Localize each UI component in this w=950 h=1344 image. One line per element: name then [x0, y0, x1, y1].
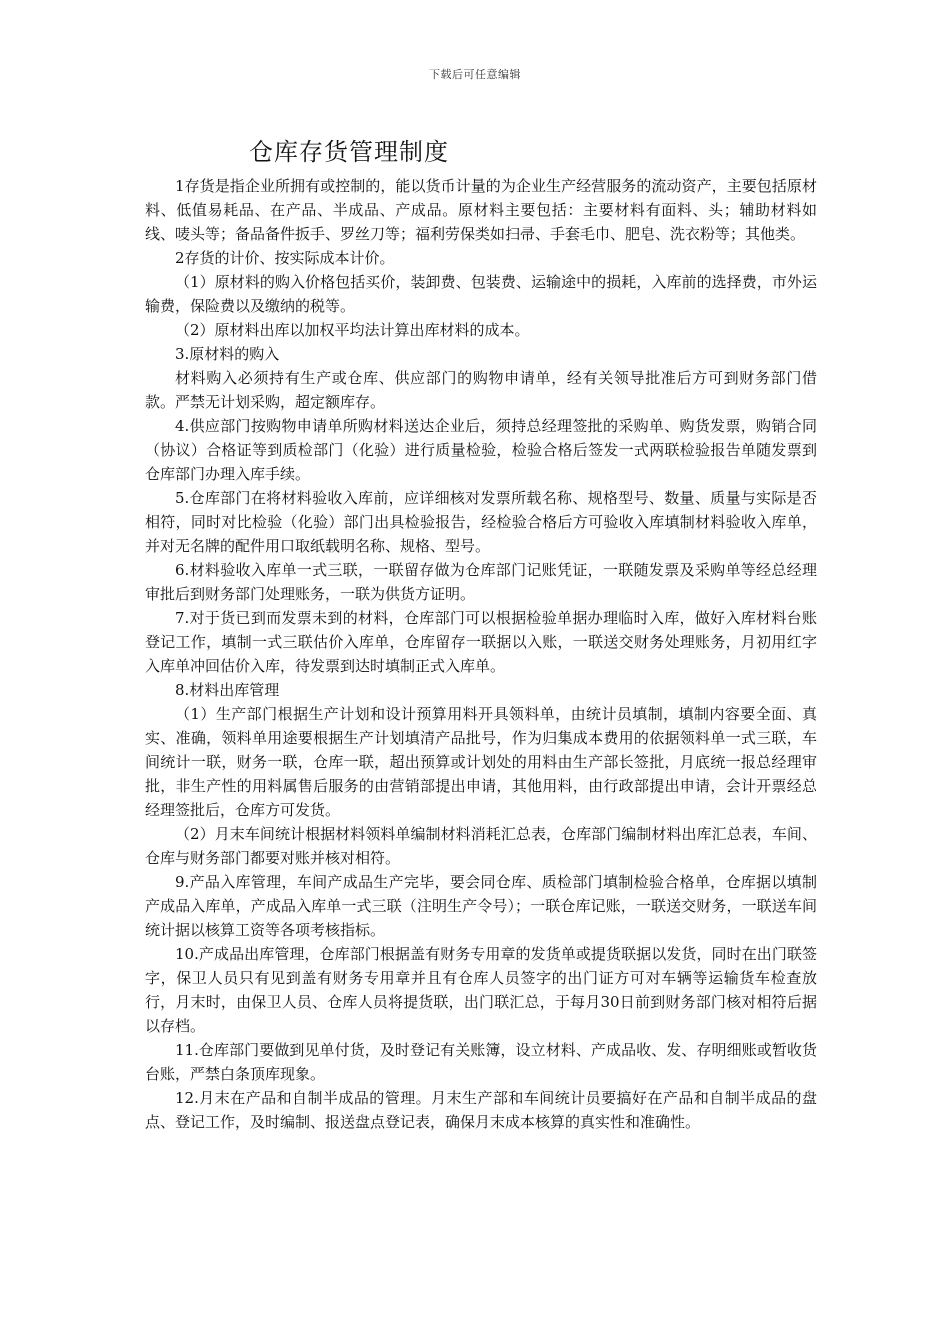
paragraph-1: 1存货是指企业所拥有或控制的，能以货币计量的为企业生产经营服务的流动资产，主要包括原材料、低值易耗品、在产品、半成品、产成品。原材料主要包括：主要材料有面料、头；辅助材料如线、唛头等；备品备件扳手、罗丝刀等；福利劳保类如扫帚、手套毛巾、肥皂、洗衣粉等；其他类。: [145, 177, 817, 243]
paragraph-6: 6.材料验收入库单一式三联，一联留存做为仓库部门记账凭证，一联随发票及采购单等经总经理审批后到财务部门处理账务，一联为供货方证明。: [145, 561, 817, 603]
paragraph-3-heading: 3.原材料的购入: [175, 345, 280, 363]
document-title: 仓库存货管理制度: [249, 138, 449, 166]
paragraph-11: 11.仓库部门要做到见单付货，及时登记有关账簿，设立材料、产成品收、发、存明细账或暂收货台账，严禁白条顶库现象。: [145, 1041, 817, 1083]
paragraph-8-1: （1）生产部门根据生产计划和设计预算用料开具领料单，由统计员填制，填制内容要全面、真实、准确，领料单用途要根据生产计划填清产品批号，作为归集成本费用的依据领料单一式三联，车间统计一联，财务一联，仓库一联，超出预算或计划处的用料由生产部长签批，月底统一报总经理审批，非生产性的用料属售后服务的由营销部提出申请，其他用料，由行政部提出申请，会计开票经总经理签批后，仓库方可发货。: [145, 705, 817, 819]
paragraph-2-2: （2）原材料出库以加权平均法计算出库材料的成本。: [175, 321, 530, 339]
paragraph-12: 12.月末在产品和自制半成品的管理。月末生产部和车间统计员要搞好在产品和自制半成品的盘点、登记工作，及时编制、报送盘点登记表，确保月末成本核算的真实性和准确性。: [145, 1089, 817, 1131]
paragraph-10: 10.产成品出库管理，仓库部门根据盖有财务专用章的发货单或提货联据以发货，同时在出门联签字，保卫人员只有见到盖有财务专用章并且有仓库人员签字的出门证方可对车辆等运输货车检查放行，月末时，由保卫人员、仓库人员将提货联，出门联汇总，于每月30日前到财务部门核对相符后据以存档。: [145, 945, 817, 1035]
paragraph-2-1: （1）原材料的购入价格包括买价，装卸费、包装费、运输途中的损耗，入库前的选择费，市外运输费，保险费以及缴纳的税等。: [145, 273, 817, 315]
paragraph-3-body: 材料购入必须持有生产或仓库、供应部门的购物申请单，经有关领导批准后方可到财务部门借款。严禁无计划采购，超定额库存。: [145, 369, 817, 411]
paragraph-2: 2存货的计价、按实际成本计价。: [175, 249, 395, 267]
paragraph-7: 7.对于货已到而发票未到的材料，仓库部门可以根据检验单据办理临时入库，做好入库材料台账登记工作，填制一式三联估价入库单，仓库留存一联据以入账，一联送交财务处理账务，月初用红字入库单冲回估价入库，待发票到达时填制正式入库单。: [145, 609, 817, 675]
paragraph-9: 9.产品入库管理，车间产成品生产完毕，要会同仓库、质检部门填制检验合格单，仓库据以填制产成品入库单，产成品入库单一式三联（注明生产令号）；一联仓库记账，一联送交财务，一联送车间统计据以核算工资等各项考核指标。: [145, 873, 817, 939]
paragraph-5: 5.仓库部门在将材料验收入库前，应详细核对发票所载名称、规格型号、数量、质量与实际是否相符，同时对比检验（化验）部门出具检验报告，经检验合格后方可验收入库填制材料验收入库单，并对无名牌的配件用口取纸载明名称、规格、型号。: [145, 489, 817, 555]
paragraph-8-2: （2）月末车间统计根据材料领料单编制材料消耗汇总表，仓库部门编制材料出库汇总表，车间、仓库与财务部门都要对账并核对相符。: [145, 825, 817, 867]
paragraph-4: 4.供应部门按购物申请单所购材料送达企业后，须持总经理签批的采购单、购货发票，购销合同（协议）合格证等到质检部门（化验）进行质量检验，检验合格后签发一式两联检验报告单随发票到仓库部门办理入库手续。: [145, 417, 817, 483]
document-body: [145, 174, 817, 1134]
paragraph-8-heading: 8.材料出库管理: [175, 681, 280, 699]
header-note: 下载后可任意编辑: [429, 68, 521, 81]
